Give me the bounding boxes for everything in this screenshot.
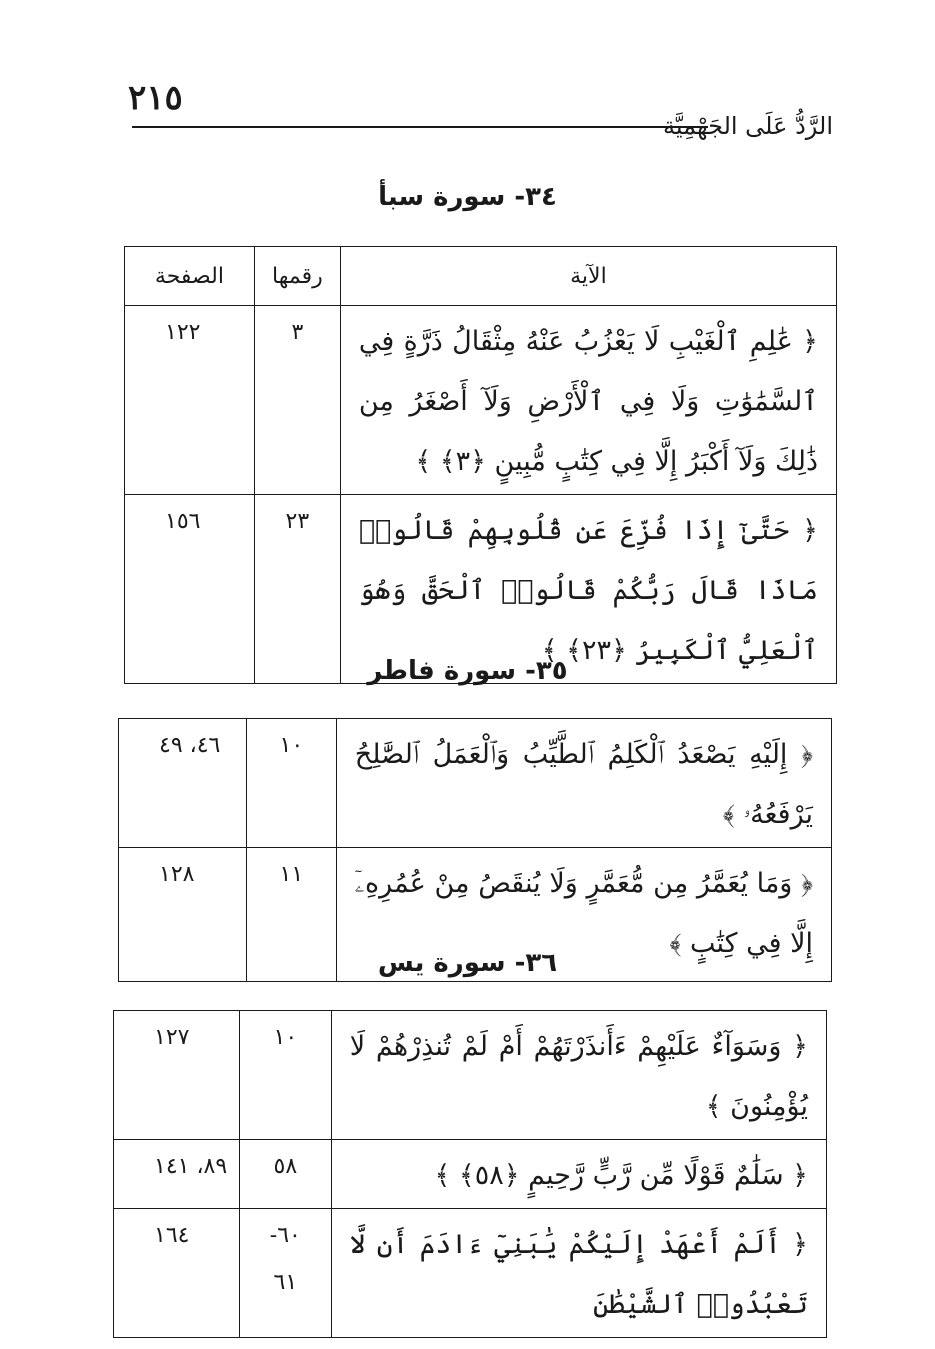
table-row xyxy=(114,1140,827,1209)
ayah-number-range xyxy=(239,1209,331,1338)
page-number: ٢١٥ xyxy=(128,78,183,118)
ayah-number: ٣ xyxy=(254,306,340,495)
ayah-number: ٥٨ xyxy=(239,1140,331,1209)
surah-title-saba: ٣٤- سورة سبأ xyxy=(378,182,557,212)
page-ref: ١٢٢ xyxy=(125,306,255,495)
header-number: رقمها xyxy=(254,247,340,306)
ayah-number-first: ٦٠- xyxy=(269,1223,301,1248)
ayat-table-yasin xyxy=(113,1010,827,1338)
header-rule xyxy=(132,126,708,128)
ayah-number: ١١ xyxy=(246,848,336,982)
page-ref: ٤٦، ٤٩ xyxy=(119,719,247,848)
ayah-text: ﴿ وَمَا يُعَمَّرُ مِن مُّعَمَّرٍ وَلَا يُنقَصُ مِنْ عُمُرِهِۦٓ إِلَّا فِي كِتَٰبٍ ﴾ xyxy=(354,868,813,959)
ayah-text: ﴿ أَلَمْ أَعْهَدْ إِلَيْكُمْ يَٰبَنِيٓ ءَادَمَ أَن لَّا تَعْبُدُوا۟ ٱلشَّيْطَٰنَ xyxy=(349,1229,808,1320)
page-ref: ١٥٦ xyxy=(125,495,255,684)
table-row xyxy=(125,306,837,495)
page-ref: ٨٩، ١٤١ xyxy=(114,1140,240,1209)
ayah-number-second: ٦١ xyxy=(273,1270,298,1295)
ayah-number: ١٠ xyxy=(246,719,336,848)
ayah-number: ١٠ xyxy=(239,1011,331,1140)
page-ref: ١٢٨ xyxy=(119,848,247,982)
page-ref: ١٦٤ xyxy=(114,1209,240,1338)
ayah-text: ﴿ سَلَٰمٌ قَوْلًا مِّن رَّبٍّ رَّحِيمٍ ﴿٥٨﴾ ﴾ xyxy=(434,1160,808,1191)
table-row xyxy=(119,719,832,848)
ayah-text: ﴿ عَٰلِمِ ٱلْغَيْبِ لَا يَعْزُبُ عَنْهُ مِثْقَالُ ذَرَّةٍ فِي ٱلسَّمَٰوَٰتِ وَلَا فِي ٱلْأَرْضِ وَلَآ أَصْغَرُ مِن ذَٰلِكَ وَلَآ أَكْبَرُ إِلَّا فِي كِتَٰبٍ مُّبِينٍ ﴿٣﴾ ﴾ xyxy=(358,326,818,477)
ayah-text: ﴿ إِلَيْهِ يَصْعَدُ ٱلْكَلِمُ ٱلطَّيِّبُ وَٱلْعَمَلُ ٱلصَّٰلِحُ يَرْفَعُهُۥ ﴾ xyxy=(354,739,813,830)
surah-title-fatir: ٣٥- سورة فاطر xyxy=(367,656,568,686)
table-header-row xyxy=(125,247,837,306)
ayat-table-fatir xyxy=(118,718,832,982)
header-ayah: الآية xyxy=(340,247,836,306)
header-page: الصفحة xyxy=(125,247,255,306)
table-row xyxy=(114,1209,827,1338)
ayat-table-saba xyxy=(124,246,837,684)
running-head: الرَّدُّ عَلَى الجَهْمِيَّة xyxy=(663,112,833,140)
ayah-number: ٢٣ xyxy=(254,495,340,684)
ayah-text: ﴿ وَسَوَآءٌ عَلَيْهِمْ ءَأَنذَرْتَهُمْ أَمْ لَمْ تُنذِرْهُمْ لَا يُؤْمِنُونَ ﴾ xyxy=(349,1031,808,1122)
surah-title-yasin: ٣٦- سورة يس xyxy=(377,948,558,978)
page-ref: ١٢٧ xyxy=(114,1011,240,1140)
ayah-text: ﴿ حَتَّىٰٓ إِذَا فُزِّعَ عَن قُلُوبِهِمْ قَالُوا۟ مَاذَا قَالَ رَبُّكُمْ قَالُوا۟ ٱلْحَقَّ وَهُوَ ٱلْعَلِيُّ ٱلْكَبِيرُ ﴿٢٣﴾ ﴾ xyxy=(358,515,818,666)
table-row xyxy=(114,1011,827,1140)
